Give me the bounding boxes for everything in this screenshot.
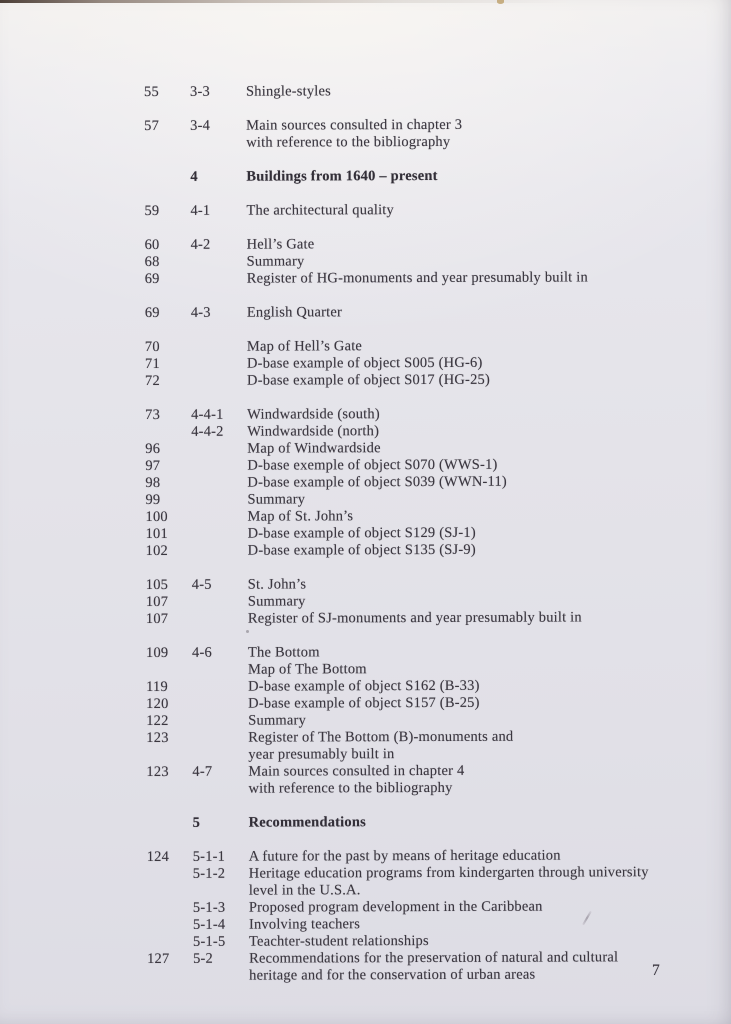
toc-chapter-heading-group [144, 167, 695, 186]
toc-entry-title-line: The architectural quality [246, 202, 394, 219]
toc-entry-title [247, 439, 696, 458]
toc-entry-section-number: 5-1-2 [192, 865, 226, 882]
toc-entry-title [249, 847, 698, 866]
toc-entry-title-line: D-base example of object S157 (B-25) [248, 694, 480, 712]
toc-entry-title [247, 405, 696, 424]
toc-entry [147, 847, 698, 866]
toc-group [145, 235, 696, 288]
toc-entry-title [248, 524, 697, 543]
toc-entry-section-number: 4-4-1 [191, 406, 224, 423]
toc-entry [146, 592, 697, 611]
toc-entry-title-line: Recommendations for the preservation of natural and cultural [249, 949, 619, 967]
toc-entry-title [248, 541, 697, 560]
toc-entry-page-number: 98 [145, 474, 161, 491]
toc-entry-page-number: 123 [146, 729, 169, 746]
toc-entry-page-number: 71 [144, 355, 160, 372]
toc-entry-title-line: D-base example of object S039 (WWN-11) [247, 473, 507, 491]
toc-entry [146, 609, 697, 628]
toc-entry-title [249, 864, 698, 900]
toc-entry-section-number: 5-1-1 [192, 848, 226, 865]
toc-entry [146, 728, 697, 764]
toc-group [146, 575, 697, 628]
toc-group [147, 847, 698, 985]
toc-entry-title-line: St. John’s [247, 576, 307, 593]
toc-entry-page-number: 107 [145, 593, 169, 610]
toc-entry-title-line: Proposed program development in the Caribbean [248, 898, 543, 916]
toc-entry [146, 541, 697, 560]
toc-entry-page-number: 68 [144, 253, 160, 270]
scan-top-edge [0, 0, 731, 3]
toc-entry-title-line: Involving teachers [248, 916, 361, 933]
toc-entry-section-number: 4-4-2 [191, 423, 224, 440]
toc-group [145, 405, 697, 560]
toc-entry [145, 422, 696, 441]
toc-entry-title-line: English Quarter [246, 304, 343, 321]
toc-group [144, 82, 695, 101]
toc-entry-title [247, 507, 696, 526]
toc-entry-title-line: Summary [247, 491, 306, 508]
toc-entry-page-number: 102 [145, 542, 169, 559]
toc-entry-section-number: 4-6 [191, 644, 212, 661]
toc-group [146, 643, 698, 798]
toc-entry [145, 269, 696, 288]
toc-entry-page-number: 60 [144, 236, 160, 253]
toc-entry [146, 643, 697, 679]
toc-entry-page-number: 105 [145, 576, 169, 593]
toc-entry-page-number: 57 [144, 117, 160, 134]
toc-entry-page-number: 119 [146, 678, 168, 695]
toc-entry-page-number: 97 [145, 457, 161, 474]
table-of-contents [144, 82, 698, 985]
toc-entry-title [247, 337, 696, 356]
toc-entry-page-number: 123 [146, 763, 169, 780]
toc-entry [145, 337, 696, 356]
toc-entry-page-number: 55 [144, 83, 159, 100]
toc-group [144, 116, 695, 152]
toc-entry-title [248, 592, 697, 611]
toc-entry-page-number: 101 [145, 525, 168, 542]
toc-entry-page-number: 124 [146, 848, 170, 865]
toc-entry [145, 473, 696, 492]
toc-entry [147, 898, 698, 917]
toc-entry-title [247, 490, 696, 509]
toc-entry-section-number: 5-1-4 [192, 916, 226, 933]
toc-entry-title-line: Register of HG-monuments and year presumably built in [246, 269, 588, 287]
toc-entry-title [249, 949, 698, 985]
toc-entry-title-line: Register of The Bottom (B)-monuments and [248, 728, 514, 746]
toc-entry-title [247, 235, 696, 254]
toc-entry-page-number: 99 [145, 491, 161, 508]
toc-entry [145, 252, 696, 271]
toc-entry-section-number: 5-2 [193, 950, 214, 967]
toc-entry-title-line: Summary [246, 253, 305, 270]
toc-entry-title-line: Summary [248, 712, 307, 729]
toc-entry [145, 235, 696, 254]
toc-entry-title-line: Teachter-student relationships [248, 933, 429, 950]
toc-entry-title-line: with reference to the bibliography [248, 779, 453, 797]
toc-entry-section-number: 4-3 [190, 304, 211, 321]
toc-entry [145, 456, 696, 475]
toc-entry [145, 405, 696, 424]
toc-entry [146, 677, 697, 696]
toc-entry-title-line: Map of St. John’s [247, 508, 354, 525]
toc-entry [147, 864, 698, 900]
page-number: 7 [652, 962, 660, 979]
toc-entry [145, 371, 696, 390]
toc-entry [145, 507, 696, 526]
toc-entry-title-line: Shingle-styles [245, 83, 332, 100]
toc-entry-title [246, 167, 695, 186]
toc-chapter-heading-group [147, 813, 698, 832]
toc-entry [145, 354, 696, 373]
toc-entry [145, 490, 696, 509]
toc-entry-title-line: Windwardside (north) [247, 423, 380, 440]
toc-entry [147, 915, 698, 934]
toc-group [145, 303, 696, 322]
toc-entry-page-number: 96 [145, 440, 161, 457]
toc-entry-title [249, 915, 698, 934]
toc-entry-title-line: D-base example of object S135 (SJ-9) [247, 541, 476, 559]
toc-entry-title-line: Buildings from 1640 – present [246, 167, 438, 185]
toc-entry-page-number: 127 [147, 950, 170, 967]
toc-entry-section-number: 4-5 [191, 576, 212, 593]
toc-entry-title-line: Register of SJ-monuments and year presumably built in [247, 609, 582, 627]
toc-entry [146, 575, 697, 594]
toc-entry [145, 439, 696, 458]
toc-entry-title [247, 269, 696, 288]
toc-entry-page-number: 72 [145, 372, 160, 389]
toc-entry-title [248, 762, 697, 798]
toc-entry-title [249, 813, 698, 832]
toc-entry-page-number: 73 [145, 406, 161, 423]
toc-entry-title-line: year presumably built in [248, 746, 395, 763]
toc-entry-title-line: D-base example of object S162 (B-33) [248, 677, 480, 695]
toc-entry [144, 82, 695, 101]
toc-entry [146, 524, 697, 543]
toc-entry-title [246, 116, 695, 152]
toc-entry-section-number: 5-1-3 [192, 899, 226, 916]
toc-entry-title [248, 677, 697, 696]
toc-entry-section-number: 5 [192, 814, 201, 831]
toc-entry-title-line: Heritage education programs from kindergarten through university [248, 864, 649, 882]
toc-entry-title [248, 694, 697, 713]
scan-edge-speck [497, 0, 504, 4]
toc-entry-title-line: Map of The Bottom [248, 661, 367, 678]
toc-entry-title-line: Main sources consulted in chapter 3 [246, 116, 463, 134]
toc-entry-title [249, 932, 698, 951]
toc-entry-title [247, 371, 696, 390]
toc-entry-page-number: 70 [144, 338, 160, 355]
toc-entry [145, 303, 696, 322]
toc-entry-title-line: Map of Windwardside [247, 440, 381, 457]
toc-entry-page-number: 122 [146, 712, 169, 729]
paper-speck [246, 630, 249, 633]
toc-entry-page-number: 107 [145, 610, 169, 627]
toc-entry [146, 694, 697, 713]
toc-entry-page-number: 100 [145, 508, 168, 525]
toc-entry-page-number: 120 [146, 695, 169, 712]
toc-entry-section-number: 4-7 [192, 763, 213, 780]
toc-entry-section-number: 4-2 [190, 236, 211, 253]
toc-entry [146, 762, 697, 798]
toc-entry-title-line: Hell’s Gate [246, 236, 315, 253]
toc-entry-section-number: 4 [190, 168, 198, 185]
toc-entry-page-number: 69 [144, 270, 160, 287]
toc-group [144, 201, 695, 220]
toc-entry-title-line: Recommendations [248, 814, 366, 831]
toc-entry-title [247, 422, 696, 441]
toc-entry-title [248, 609, 697, 628]
toc-entry-title [247, 473, 696, 492]
toc-entry-section-number: 4-1 [190, 202, 211, 219]
toc-entry-title [247, 303, 696, 322]
toc-entry-title [246, 82, 695, 101]
toc-entry-title-line: Main sources consulted in chapter 4 [248, 762, 465, 780]
toc-entry-title-line: Windwardside (south) [247, 406, 380, 423]
toc-entry-title [247, 354, 696, 373]
toc-entry-section-number: 3-4 [190, 117, 211, 134]
toc-entry-title-line: level in the U.S.A. [248, 882, 361, 899]
toc-entry-title [249, 898, 698, 917]
toc-group [145, 337, 696, 390]
toc-entry-title [247, 252, 696, 271]
toc-entry [147, 949, 698, 985]
toc-entry-title-line: D-base exemple of object S070 (WWS-1) [247, 456, 498, 474]
toc-entry-page-number: 59 [144, 202, 160, 219]
toc-entry-title-line: D-base example of object S129 (SJ-1) [247, 524, 476, 542]
toc-entry-title-line: Map of Hell’s Gate [246, 338, 363, 355]
toc-entry-title-line: with reference to the bibliography [246, 133, 451, 151]
toc-entry-title [246, 201, 695, 220]
toc-entry-page-number: 109 [145, 644, 169, 661]
toc-entry-title [248, 643, 697, 679]
toc-entry-title-line: D-base example of object S017 (HG-25) [247, 371, 491, 389]
toc-entry [147, 932, 698, 951]
toc-entry [147, 813, 698, 832]
toc-entry-page-number: 69 [144, 304, 160, 321]
toc-entry-title-line: The Bottom [247, 644, 320, 661]
toc-entry [146, 711, 697, 730]
toc-entry-title [247, 456, 696, 475]
toc-entry [144, 167, 695, 186]
toc-entry-title-line: D-base example of object S005 (HG-6) [246, 354, 483, 372]
toc-entry-section-number: 5-1-5 [192, 933, 226, 950]
toc-entry-title [248, 575, 697, 594]
toc-entry-title-line: Summary [247, 593, 306, 610]
toc-entry-section-number: 3-3 [189, 83, 210, 100]
toc-entry-title-line: A future for the past by means of heritage education [248, 847, 561, 865]
toc-entry-title-line: heritage and for the conservation of urban areas [249, 966, 536, 984]
toc-entry-title [248, 711, 697, 730]
toc-entry-title [248, 728, 697, 764]
toc-entry [144, 116, 695, 152]
toc-entry [144, 201, 695, 220]
